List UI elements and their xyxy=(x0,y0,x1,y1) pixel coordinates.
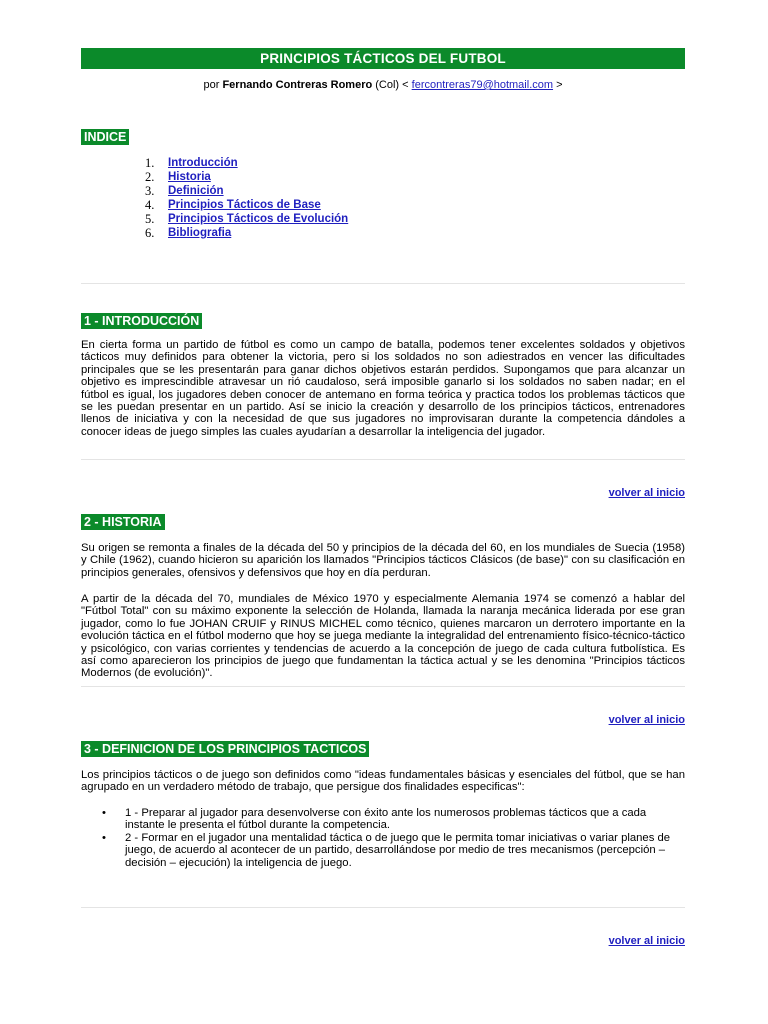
back-to-top-link[interactable]: volver al inicio xyxy=(608,935,685,947)
index-item xyxy=(81,156,685,170)
byline xyxy=(81,79,685,91)
historia-heading: 2 - HISTORIA xyxy=(81,514,165,530)
bullet-text: 1 - Preparar al jugador para desenvolverse con éxito ante los numerosos problemas tácticos que a cada instante le presenta el fútbol durante la competencia. xyxy=(125,807,647,832)
byline-suffix: > xyxy=(553,79,563,91)
divider xyxy=(81,907,685,908)
index-link-principios-evolucion[interactable]: Principios Tácticos de Evolución xyxy=(168,213,349,225)
bullet-text: 2 - Formar en el jugador una mentalidad táctica o de juego que le permita tomar iniciativas o variar planes de juego, de acuerdo al acontecer de un partido, desarrollándose por medio de tres mecanismos (percepción – decisión – ejecución) la inteligencia de juego. xyxy=(125,831,671,869)
index-item xyxy=(81,170,685,184)
index-link-introduccion[interactable]: Introducción xyxy=(168,157,238,169)
index-heading: INDICE xyxy=(81,129,129,145)
index-number: 4. xyxy=(145,198,155,212)
byline-prefix: por xyxy=(203,79,223,91)
definicion-heading: 3 - DEFINICION DE LOS PRINCIPIOS TACTICOS xyxy=(81,741,369,757)
definicion-section xyxy=(81,740,685,758)
back-to-top-link[interactable]: volver al inicio xyxy=(608,714,685,726)
index-item xyxy=(81,198,685,212)
list-item xyxy=(81,807,685,832)
index-link-principios-base[interactable]: Principios Tácticos de Base xyxy=(168,199,321,211)
index-list xyxy=(81,156,685,240)
historia-paragraph-2: A partir de la década del 70, mundiales de México 1970 y especialmente Alemania 1974 se comenzó a hablar del "Fútbol Total" con su máximo exponente la selección de Holanda, llamada la naranja mecánica liderada por ese gran jugador, como lo fue JOHAN CRUIF y RINUS MICHEL como técnico, quienes marcaron un derrotero importante en la evolución táctica en el fútbol moderno que hoy se juega mediante la integralidad del entrenamiento físico-técnico-táctico y psicológico, con varias corrientes y tendencias de acuerdo a la concepción de juego de cada cultura futbolística. Es así como aparecieron los principios de juego que fundamentan la táctica actual y se les denomina "Principios tácticos Modernos (de evolución)". xyxy=(81,593,685,680)
document-page xyxy=(81,48,685,947)
index-item xyxy=(81,184,685,198)
divider xyxy=(81,686,685,687)
author-name: Fernando Contreras Romero xyxy=(222,79,373,91)
index-number: 3. xyxy=(145,184,155,198)
divider xyxy=(81,283,685,284)
index-item xyxy=(81,226,685,240)
page-title: PRINCIPIOS TÁCTICOS DEL FUTBOL xyxy=(81,48,685,69)
index-number: 6. xyxy=(145,226,155,240)
index-item xyxy=(81,212,685,226)
list-item xyxy=(81,832,685,869)
index-number: 5. xyxy=(145,212,155,226)
index-number: 2. xyxy=(145,170,155,184)
back-link-row xyxy=(81,714,685,726)
intro-heading: 1 - INTRODUCCIÓN xyxy=(81,313,202,329)
index-number: 1. xyxy=(145,156,155,170)
historia-section xyxy=(81,513,685,531)
intro-section xyxy=(81,312,685,330)
email-link[interactable]: fercontreras79@hotmail.com xyxy=(411,79,554,91)
definicion-bullet-list xyxy=(81,807,685,869)
definicion-paragraph: Los principios tácticos o de juego son definidos como "ideas fundamentales básicas y esenciales del fútbol, que se han agrupado en un verdadero método de trabajo, que persigue dos finalidades especificas": xyxy=(81,769,685,794)
back-to-top-link[interactable]: volver al inicio xyxy=(608,487,685,499)
intro-paragraph: En cierta forma un partido de fútbol es como un campo de batalla, podemos tener excelentes soldados y objetivos tácticos muy definidos para obtener la victoria, pero si los soldados no son adiestrados en vencer las dificultades principales que se les presentarán para ganar dichos objetivos estarán perdidos. Supongamos que para alcanzar un objetivo es imprescindible atravesar un rió caudaloso, será imposible ganarlo si los soldados no saben nadar; en el fútbol es igual, los jugadores deben conocer de antemano en forma teórica y practica todos los problemas tácticos que se les puedan presentar en un partido. Así se inicio la creación y desarrollo de los principios tácticos, entrenadores llenos de iniciativa y con la necesidad de que sus jugadores no improvisaran durante la competencia dándoles a conocer ideas de juego simples las cuales ayudarían a desarrollar la inteligencia del jugador. xyxy=(81,339,685,438)
index-link-definicion[interactable]: Definición xyxy=(168,185,224,197)
bullet-icon: • xyxy=(102,831,106,844)
back-link-row xyxy=(81,935,685,947)
index-link-historia[interactable]: Historia xyxy=(168,171,211,183)
byline-country: (Col) < xyxy=(372,79,412,91)
bullet-icon: • xyxy=(102,807,106,819)
index-link-bibliografia[interactable]: Bibliografia xyxy=(168,227,232,239)
back-link-row xyxy=(81,487,685,499)
historia-paragraph-1: Su origen se remonta a finales de la década del 50 y principios de la década del 60, en los mundiales de Suecia (1958) y Chile (1962), cuando hicieron su aparición los llamados "Principios tácticos Clásicos (de base)" con su clasificación en principios generales, ofensivos y defensivos que hoy en día perduran. xyxy=(81,542,685,579)
index-section xyxy=(81,128,685,240)
divider xyxy=(81,459,685,460)
